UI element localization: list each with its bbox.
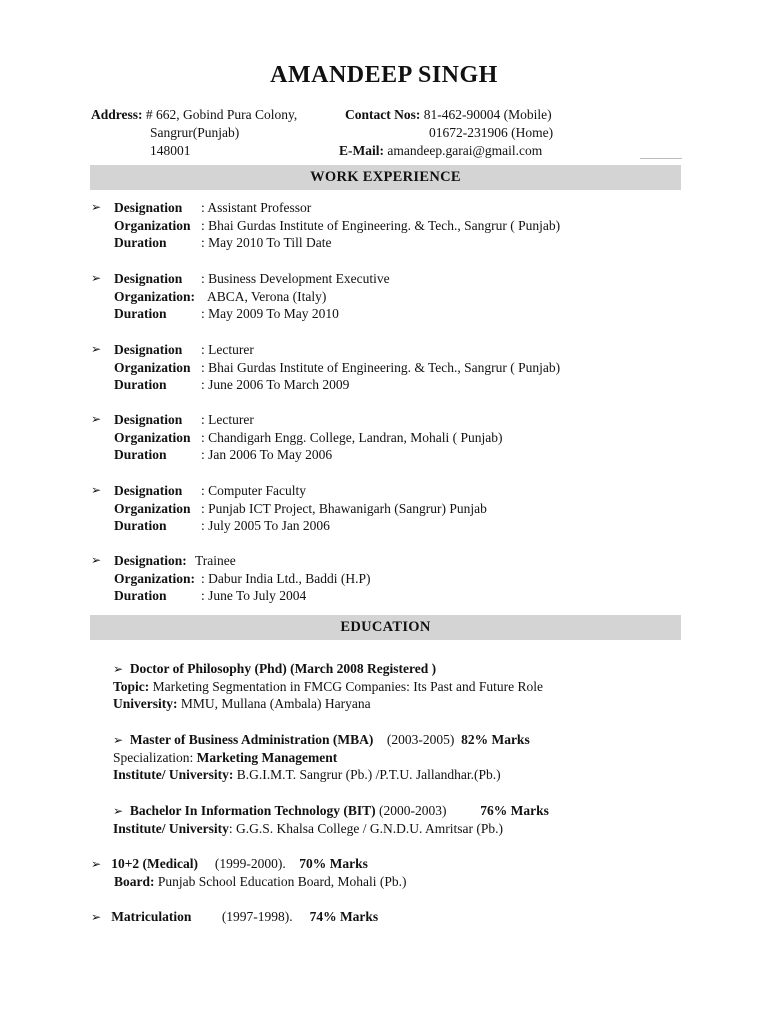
plus2-title: 10+2 (Medical) <box>111 856 198 871</box>
phone-mobile: 81-462-90004 (Mobile) <box>423 107 552 122</box>
bullet-arrow: ➢ <box>91 200 102 214</box>
matric-title: Matriculation <box>111 909 192 924</box>
duration-label: Duration <box>114 447 167 462</box>
designation-label: Designation <box>114 483 183 498</box>
work-entry <box>91 411 691 464</box>
duration-value: : Jan 2006 To May 2006 <box>201 447 333 462</box>
matric-marks: 74% Marks <box>309 909 379 924</box>
resume-name: AMANDEEP SINGH <box>270 62 498 88</box>
email-value: amandeep.garai@gmail.com <box>387 143 543 158</box>
plus2-board: Punjab School Education Board, Mohali (Pb.) <box>154 873 407 889</box>
bullet-arrow: ➢ <box>113 804 124 818</box>
designation-label: Designation <box>114 200 183 215</box>
organization-value: : Bhai Gurdas Institute of Engineering. & Tech., Sangrur ( Punjab) <box>201 217 561 233</box>
duration-value: : June To July 2004 <box>201 588 307 603</box>
work-entry <box>91 341 691 394</box>
address-label: Address: <box>91 107 143 122</box>
designation-value: : Business Development Executive <box>201 271 390 286</box>
plus2-marks: 70% Marks <box>299 856 368 871</box>
duration-label: Duration <box>114 377 167 392</box>
work-entry <box>91 482 691 535</box>
designation-value: : Lecturer <box>201 342 254 357</box>
organization-value: : Dabur India Ltd., Baddi (H.P) <box>201 570 371 586</box>
organization-value: : Chandigarh Engg. College, Landran, Mohali ( Punjab) <box>201 429 503 445</box>
organization-label: Organization <box>114 500 191 516</box>
duration-value: : July 2005 To Jan 2006 <box>201 518 330 533</box>
edu-matric <box>91 908 711 926</box>
designation-value: Trainee <box>195 553 236 568</box>
contact-numbers <box>345 106 552 124</box>
contact-block <box>91 106 691 160</box>
email-label: E-Mail: <box>339 143 384 158</box>
mba-spec: Marketing Management <box>196 749 338 765</box>
designation-label: Designation <box>114 342 183 357</box>
bullet-arrow: ➢ <box>91 271 102 285</box>
designation-label: Designation <box>114 412 183 427</box>
bit-inst-label: Institute/ University <box>113 820 229 836</box>
duration-value: : May 2010 To Till Date <box>201 235 332 250</box>
address-text-2: Sangrur(Punjab) <box>150 125 240 140</box>
mba-inst-label: Institute/ University: <box>113 767 234 782</box>
designation-label: Designation: <box>114 553 187 568</box>
organization-label: Organization: <box>114 570 195 586</box>
edu-phd <box>113 660 733 713</box>
bullet-arrow: ➢ <box>91 342 102 356</box>
mba-inst: B.G.I.M.T. Sangrur (Pb.) /P.T.U. Jallandhar.(Pb.) <box>233 767 501 782</box>
plus2-years: (1999-2000). <box>214 856 286 871</box>
organization-label: Organization: <box>114 288 195 304</box>
duration-label: Duration <box>114 588 167 603</box>
divider <box>640 158 682 159</box>
mba-spec-label: Specialization: <box>113 749 194 765</box>
mba-marks: 82% Marks <box>461 732 530 747</box>
address-text-1: # 662, Gobind Pura Colony, <box>145 107 298 122</box>
education-heading: EDUCATION <box>90 615 681 640</box>
designation-value: : Lecturer <box>201 412 254 427</box>
bit-marks: 76% Marks <box>480 803 549 818</box>
duration-label: Duration <box>114 518 167 533</box>
designation-label: Designation <box>114 271 183 286</box>
work-entry <box>91 552 691 605</box>
edu-plus2 <box>91 855 711 890</box>
phd-university: MMU, Mullana (Ambala) Haryana <box>177 696 371 711</box>
phone-home: 01672-231906 (Home) <box>429 125 554 140</box>
mba-years: (2003-2005) <box>386 732 455 747</box>
organization-value: : Punjab ICT Project, Bhawanigarh (Sangrur) Punjab <box>201 500 487 516</box>
duration-value: : June 2006 To March 2009 <box>201 377 350 392</box>
bullet-arrow: ➢ <box>91 857 102 871</box>
designation-value: : Computer Faculty <box>201 483 306 498</box>
duration-label: Duration <box>114 235 167 250</box>
organization-value: : Bhai Gurdas Institute of Engineering. & Tech., Sangrur ( Punjab) <box>201 359 561 375</box>
mba-title: Master of Business Administration (MBA) <box>129 732 374 747</box>
matric-years: (1997-1998). <box>221 909 293 924</box>
edu-mba <box>113 731 733 784</box>
bullet-arrow: ➢ <box>91 483 102 497</box>
plus2-board-label: Board: <box>114 873 155 889</box>
bullet-arrow: ➢ <box>113 733 124 747</box>
work-entry <box>91 199 691 252</box>
address-text-3: 148001 <box>150 143 191 158</box>
bit-title: Bachelor In Information Technology (BIT) <box>129 803 376 818</box>
bullet-arrow: ➢ <box>91 553 102 567</box>
bullet-arrow: ➢ <box>91 412 102 426</box>
phd-topic-label: Topic: <box>113 678 150 694</box>
bullet-arrow: ➢ <box>91 910 102 924</box>
contact-label: Contact Nos: <box>345 107 421 122</box>
organization-label: Organization <box>114 359 191 375</box>
organization-label: Organization <box>114 429 191 445</box>
phd-topic: Marketing Segmentation in FMCG Companies: Its Past and Future Role <box>149 678 543 694</box>
designation-value: : Assistant Professor <box>201 200 312 215</box>
bit-years: (2000-2003) <box>378 803 447 818</box>
bit-inst: : G.G.S. Khalsa College / G.N.D.U. Amritsar (Pb.) <box>228 820 503 836</box>
work-entry <box>91 270 691 323</box>
bullet-arrow: ➢ <box>113 662 124 676</box>
phd-university-label: University: <box>113 696 178 711</box>
organization-value: ABCA, Verona (Italy) <box>207 288 327 304</box>
email-row <box>339 142 542 160</box>
organization-label: Organization <box>114 217 191 233</box>
work-experience-heading: WORK EXPERIENCE <box>90 165 681 190</box>
duration-value: : May 2009 To May 2010 <box>201 306 339 321</box>
phd-title: Doctor of Philosophy (Phd) (March 2008 Registered ) <box>129 661 437 676</box>
duration-label: Duration <box>114 306 167 321</box>
address-line1 <box>91 106 297 124</box>
edu-bit <box>113 802 733 837</box>
